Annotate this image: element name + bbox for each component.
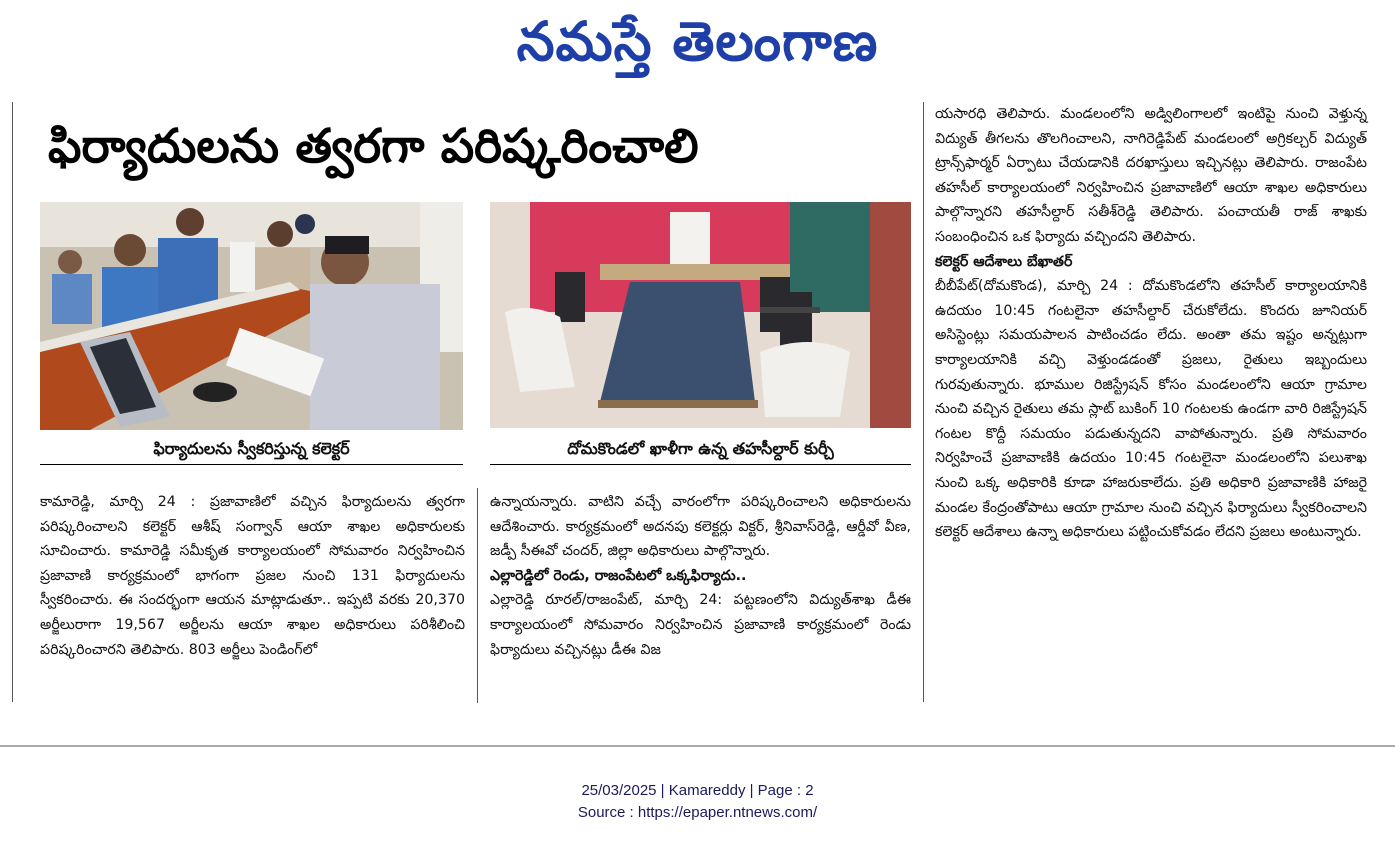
left-border-rule xyxy=(12,102,13,702)
photo-caption-1: ఫిర్యాదులను స్వీకరిస్తున్న కలెక్టర్ xyxy=(153,439,350,458)
column-1-paragraph: కామారెడ్డి, మార్చి 24 : ప్రజావాణిలో వచ్చిన ఫిర్యాదులను త్వరగా పరిష్కరించాలని కలెక్టర్ ఆశీష్ సంగ్వాన్ ఆయా శాఖల అధికారులకు సూచించారు. కామారెడ్డి సమీకృత కార్యాలయంలో సోమవారం నిర్వహించిన ప్రజావాణి కార్యక్రమంలో భాగంగా ప్రజల నుంచి 131 ఫిర్యాదులను స్వీకరించారు. ఈ సందర్భంగా ఆయన మాట్లాడుతూ.. ఇప్పటి వరకు 20,370 అర్జీలురాగా 19,567 అర్జీలను ఆయా శాఖల అధికారులు పరిశీలించి పరిష్కరించారని తెలిపారు. 803 అర్జీలు పెండింగ్‌లో xyxy=(40,494,465,658)
article-column-1 xyxy=(40,490,465,662)
caption-underline-1 xyxy=(40,464,463,465)
column-3-paragraph-2: బీబీపేట్(దోమకొండ), మార్చి 24 : దోమకొండలోని తహసీల్ కార్యాలయానికి ఉదయం 10:45 గంటలైనా తహసీల్దార్ చేరుకోలేదు. కొందరు జూనియర్ అసిస్టెంట్లు సమయపాలన పాటించడం లేదు. అంతా తమ ఇష్టం అన్నట్లుగా కార్యాలయానికి వచ్చి వెళ్తుండడంతో ప్రజలు, రైతులు ఇబ్బందులు గురవుతున్నారు. భూముల రిజిస్ట్రేషన్ కోసం మండలంలోని ఆయా గ్రామాల నుంచి వచ్చిన రైతులు తమ స్లాట్ బుకింగ్ 10 గంటలకు ఉండగా వారి రిజిస్ట్రేషన్ గంటల కొద్దీ సమయం పడుతున్నదని వాపోతున్నారు. ప్రతి సోమవారం నిర్వహించే ప్రజావాణికి ఉదయం 10:45 గంటలైనా మండలంలోని పలుశాఖ నుంచి ఒక్క అధికారికి కూడా హాజరుకాలేదు. ప్రతి అధికారి ప్రజావాణికి హాజరై మండల కేంద్రంతోపాటు ఆయా గ్రామాల నుంచి వచ్చిన ఫిర్యాదులు స్వీకరించాలని కలెక్టర్ ఆదేశాలు ఉన్నా అధికారులు పట్టించుకోవడం లేదని ప్రజలు అంటున్నారు. xyxy=(935,278,1367,541)
column-2-paragraph: ఉన్నాయన్నారు. వాటిని వచ్చే వారంలోగా పరిష్కరించాలని అధికారులను ఆదేశించారు. కార్యక్రమంలో అదనపు కలెక్టర్లు విక్టర్, శ్రీనివాస్‌రెడ్డి, ఆర్డీవో వీణ, జడ్పీ సీఈవో చందర్, జిల్లా అధికారులు పాల్గొన్నారు. xyxy=(490,494,911,560)
footer-date-page: 25/03/2025 | Kamareddy | Page : 2 xyxy=(581,782,814,799)
column-2-subhead: ఎల్లారెడ్డిలో రెండు, రాజంపేటలో ఒక్కఫిర్యాదు.. xyxy=(490,567,747,584)
column-rule-2 xyxy=(923,102,924,702)
masthead-logo: నమస్తే తెలంగాణ xyxy=(516,9,879,73)
photo-empty-chair-image xyxy=(490,202,911,428)
photo-collector-meeting xyxy=(40,202,463,430)
article-headline: ఫిర్యాదులను త్వరగా పరిష్కరించాలి xyxy=(48,119,699,174)
column-2-paragraph-2: ఎల్లారెడ్డి రూరల్/రాజంపేట్, మార్చి 24: పట్టణంలోని విద్యుత్‌శాఖ డీఈ కార్యాలయంలో సోమవారం నిర్వహించిన ప్రజావాణి కార్యక్రమంలో రెండు ఫిర్యాదులు వచ్చినట్లు డీఈ విజ xyxy=(490,592,911,658)
article-column-2 xyxy=(490,490,911,662)
masthead xyxy=(0,0,1395,86)
column-3-paragraph: యసారధి తెలిపారు. మండలంలోని అడ్విలింగాలలో ఇంటిపై నుంచి వెళ్తున్న విద్యుత్ తీగలను తొలగించాలని, నాగిరెడ్డిపేట్ మండలంలో అగ్రికల్చర్ విద్యుత్ ట్రాన్స్‌ఫార్మర్ ఏర్పాటు చేయడానికి దరఖాస్తులు ఇచ్చినట్లు తెలిపారు. రాజంపేట తహసీల్ కార్యాలయంలో నిర్వహించిన ప్రజావాణిలో ఆయా శాఖల అధికారులు పాల్గొన్నారని తహసీల్దార్ సతీశ్‌రెడ్డి తెలిపారు. పంచాయతీ రాజ్ శాఖకు సంబంధించిన ఒక ఫిర్యాదు వచ్చిందని తెలిపారు. xyxy=(935,106,1367,245)
photo-collector-meeting-image xyxy=(40,202,463,430)
footer-divider xyxy=(0,745,1395,747)
article-column-3 xyxy=(935,102,1367,545)
footer-source: Source : https://epaper.ntnews.com/ xyxy=(577,804,818,821)
caption-underline-2 xyxy=(490,464,911,465)
photo-empty-chair xyxy=(490,202,911,428)
photo-caption-2: దోమకొండలో ఖాళీగా ఉన్న తహసీల్దార్ కుర్చీ xyxy=(567,439,834,458)
column-3-subhead: కలెక్టర్ ఆదేశాలు బేఖాతర్ xyxy=(935,253,1073,270)
column-rule-1 xyxy=(477,488,478,703)
